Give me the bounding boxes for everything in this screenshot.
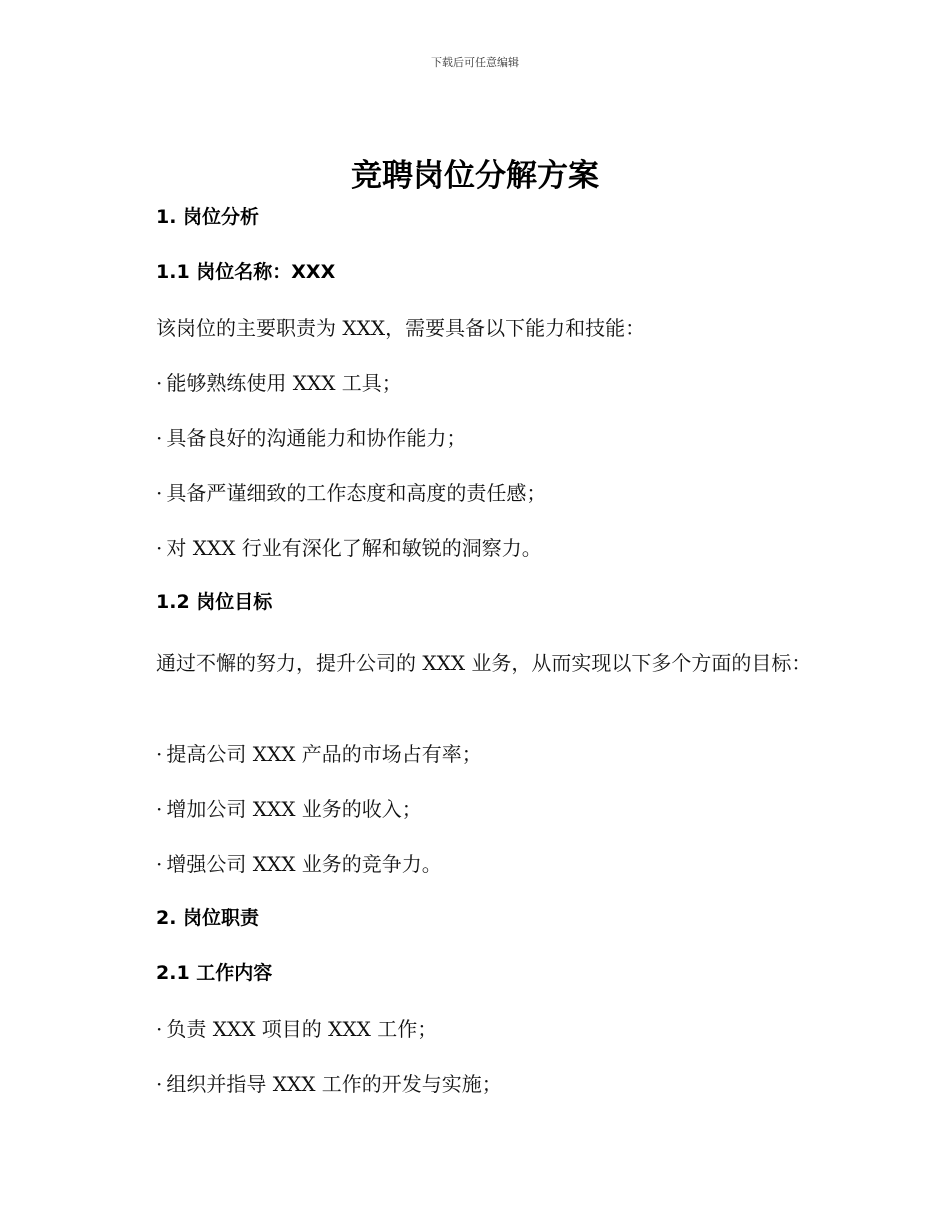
bullet-item xyxy=(112,1070,502,1098)
bullet-text: 组织并指导 XXX 工作的开发与实施； xyxy=(166,1072,502,1096)
bullet-item xyxy=(112,369,402,397)
bullet-item xyxy=(112,1015,437,1043)
bullet-text: 对 XXX 行业有深化了解和敏锐的洞察力。 xyxy=(166,536,542,560)
bullet-text: 负责 XXX 项目的 XXX 工作； xyxy=(166,1017,438,1041)
section-heading: 2. 岗位职责 xyxy=(156,907,260,929)
bullet-item xyxy=(112,850,442,878)
bullet-marker: · xyxy=(156,1072,163,1096)
section-heading: 1. 岗位分析 xyxy=(156,206,260,228)
bullet-text: 能够熟练使用 XXX 工具； xyxy=(166,371,402,395)
subsection-heading: 1.2 岗位目标 xyxy=(156,591,273,613)
bullet-item xyxy=(112,479,546,507)
document-title: 竞聘岗位分解方案 xyxy=(351,158,599,194)
page-header: 下载后可任意编辑 xyxy=(431,56,519,69)
body-paragraph: 通过不懈的努力，提升公司的 XXX 业务，从而实现以下多个方面的目标： xyxy=(156,651,812,675)
bullet-item xyxy=(112,795,422,823)
bullet-text: 增强公司 XXX 业务的竞争力。 xyxy=(166,852,442,876)
bullet-marker: · xyxy=(156,481,163,505)
bullet-text: 增加公司 XXX 业务的收入； xyxy=(166,797,422,821)
bullet-text: 提高公司 XXX 产品的市场占有率； xyxy=(166,742,482,766)
bullet-item xyxy=(112,424,466,452)
bullet-marker: · xyxy=(156,536,163,560)
bullet-marker: · xyxy=(156,742,163,766)
subsection-heading: 1.1 岗位名称：XXX xyxy=(156,261,336,283)
bullet-marker: · xyxy=(156,797,163,821)
body-paragraph: 该岗位的主要职责为 XXX，需要具备以下能力和技能： xyxy=(156,316,646,340)
bullet-item xyxy=(112,534,542,562)
bullet-marker: · xyxy=(156,371,163,395)
bullet-text: 具备良好的沟通能力和协作能力； xyxy=(166,426,467,450)
bullet-item xyxy=(112,740,482,768)
bullet-marker: · xyxy=(156,852,163,876)
bullet-marker: · xyxy=(156,426,163,450)
bullet-marker: · xyxy=(156,1017,163,1041)
bullet-text: 具备严谨细致的工作态度和高度的责任感； xyxy=(166,481,547,505)
subsection-heading: 2.1 工作内容 xyxy=(156,962,273,984)
